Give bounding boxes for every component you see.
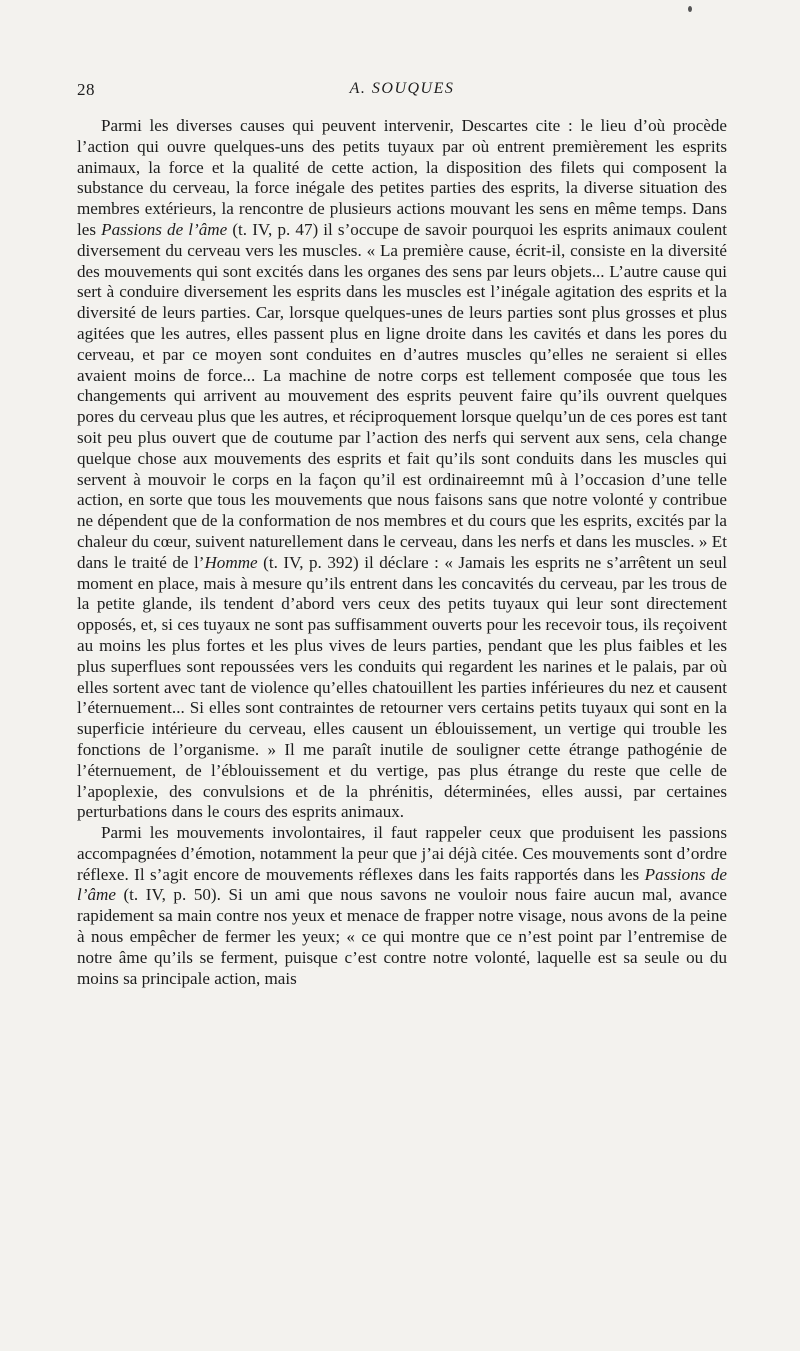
paragraph-text: (t. IV, p. 50). Si un ami que nous savons ne vouloir nous faire aucun mal, avance rapidement sa main contre nos yeux et menace de frapper notre visage, nous avons de la peine à nous empêcher de fermer les yeux; « ce qui montre que ce n’est point par l’entremise de notre âme qu’ils se ferment, puisque c’est contre notre volonté, laquelle est sa seule ou du moins sa principale action, mais [77,885,727,988]
running-head: A. SOUQUES [349,80,455,97]
book-title-homme: Homme [204,552,258,572]
paragraph-descartes-causes [77,116,727,823]
paragraph-involuntary-movements [77,823,727,989]
book-title-passions: Passions de l’âme [101,219,228,239]
page-number: 28 [77,80,95,99]
paragraph-text: (t. IV, p. 47) il s’occupe de savoir pourquoi les esprits animaux coulent diversement du cerveau vers les muscles. « La première cause, écrit-il, consiste en la diversité des mouvements qui sont excités dans les organes des sens par leurs objets... L’autre cause qui sert à conduire diversement les esprits dans les muscles est l’inégale agitation des esprits et la diversité de leurs parties. Car, lorsque quelques-unes de leurs parties sont plus grosses et plus agitées que les autres, elles passent plus en ligne droite dans les cavités et dans les pores du cerveau, et par ce moyen sont conduites en d’autres muscles qu’elles ne seraient si elles avaient moins de force... La machine de notre corps est tellement composée que tous les changements qui arrivent au mouvement des esprits peuvent faire qu’ils ouvrent quelques pores du cerveau plus que les autres, et réciproquement lorsque quelqu’un de ces pores est tant soit peu plus ouvert que de coutume par l’action des nerfs qui servent aux sens, cela change quelque chose aux mouvements des esprits et fait qu’ils sont conduits dans les muscles qui servent à mouvoir le corps en la façon qu’il est ordinaireemnt mû à l’occasion d’une telle action, en sorte que tous les mouvements que nous faisons sans que notre volonté y contribue ne dépendent que de la conformation de nos membres et du cours que les esprits, excités par la chaleur du cœur, suivent naturellement dans le cerveau, dans les nerfs et dans les muscles. » Et dans le traité de l’ [77,219,728,572]
paragraph-text: (t. IV, p. 392) il déclare : « Jamais les esprits ne s’arrêtent un seul moment en place, mais à mesure qu’ils entrent dans les concavités du cerveau, par les trous de la petite glande, ils tendent d’abord vers ceux des petits tuyaux qui leur sont directement opposés, et, si ces tuyaux ne sont pas suffisamment ouverts pour les recevoir tous, ils reçoivent au moins les plus fortes et les plus vives de leurs parties, pendant que les plus faibles et les plus superflues sont repoussées vers les conduits qui regardent les narines et le palais, par où elles sortent avec tant de violence qu’elles chatouillent les parties inférieures du nez et causent l’éternuement... Si elles sont contraintes de retourner vers certains petits tuyaux qui sont en la superficie intérieure du cerveau, elles causent un éblouissement, un vertige qui trouble les fonctions de l’organisme. » Il me paraît inutile de souligner cette étrange pathogénie de l’éternuement, de l’éblouissement et du vertige, pas plus étrange du reste que celle de l’apoplexie, des convulsions et de la phrénitis, déterminées, elles aussi, par certaines perturbations dans le cours des esprits animaux. [77,552,727,822]
paragraph-text: Parmi les mouvements involontaires, il faut rappeler ceux que produisent les passions accompagnées d’émotion, notamment la peur que j’ai déjà citée. Ces mouvements sont d’ordre réflexe. Il s’agit encore de mouvements réflexes dans les faits rapportés dans les [77,823,727,884]
paragraph-text: Parmi les diverses causes qui peuvent intervenir, Descartes cite : le lieu d’où procède l’action qui ouvre quelques-uns des petits tuyaux par où entrent premièrement les esprits animaux, la force et la qualité de cette action, la disposition des filets qui composent la substance du cerveau, la force inégale des petites parties des esprits, la diverse situation des membres extérieurs, la rencontre de plusieurs actions mouvant les sens en même temps. Dans les [77,116,727,239]
page-body [77,116,727,989]
page-header [77,80,727,104]
print-speck [688,6,692,12]
book-title-passions: Passions de l’âme [77,864,727,905]
